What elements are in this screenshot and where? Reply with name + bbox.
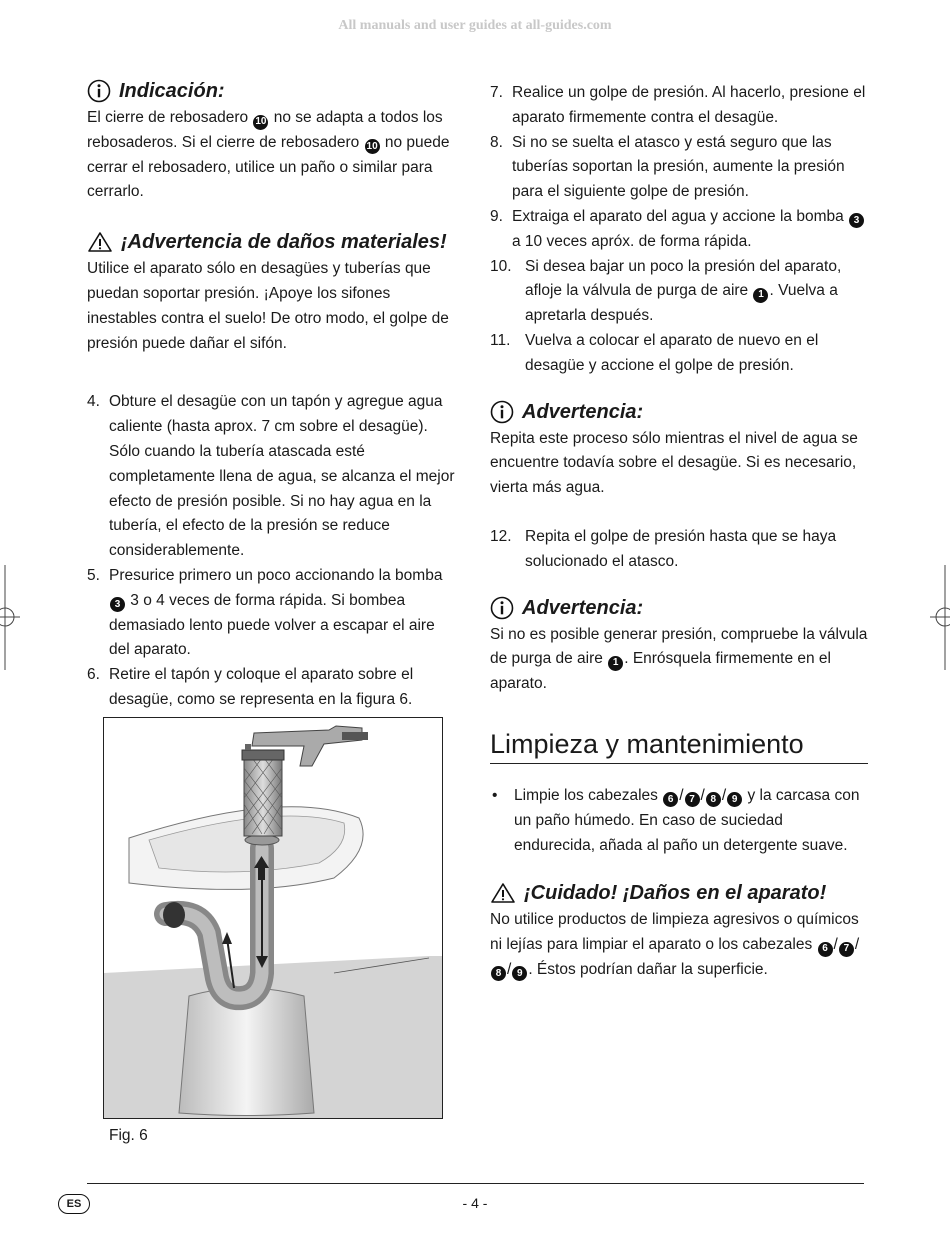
note-heading: [490, 399, 868, 425]
info-icon: [490, 400, 514, 424]
ref-badge: 7: [685, 792, 700, 807]
list-item: 5. Presurice primero un poco accionando la bomba 3 3 o 4 veces de forma rápida. Si bombea demasiado lento puede volver a escapar el aire del aparato.: [87, 566, 443, 659]
bullet-list: [490, 784, 868, 858]
ref-badge: 3: [849, 213, 864, 228]
note-title: Indicación:: [119, 80, 225, 102]
figure-illustration: [103, 717, 443, 1119]
note-title: Advertencia:: [522, 400, 644, 423]
footer-divider: [87, 1183, 864, 1184]
list-item: • Limpie los cabezales 6 / 7 / 8 / 9 y la carcasa con un paño húmedo. En caso de suciedad endurecida, añada al paño un detergente suave.: [492, 786, 860, 854]
section-title: Limpieza y mantenimiento: [490, 727, 868, 764]
ref-badge: 10: [365, 139, 380, 154]
ref-badge: 8: [491, 966, 506, 981]
ref-badge: 9: [512, 966, 527, 981]
ref-badge: 6: [818, 942, 833, 957]
note-text: El cierre de rebosadero 10 no se adapta a todos los rebosaderos. Si el cierre de rebosadero 10 no puede cerrar el rebosadero, utilice un paño o similar para cerrarlo.: [87, 109, 450, 201]
warning-heading: [87, 229, 459, 255]
note-heading: [490, 595, 868, 621]
steps-list: [490, 81, 868, 379]
note-title: Advertencia:: [522, 596, 644, 619]
list-item: 4. Obture el desagüe con un tapón y agregue agua caliente (hasta aprox. 7 cm sobre el desagüe). Sólo cuando la tubería atascada esté completamente llena de agua, se alcanza el mejor efecto de presión posible. Si no hay agua en la tubería, el efecto de la presión se reduce considerablemente.: [87, 393, 455, 560]
steps-list: [87, 390, 459, 712]
info-icon: [490, 596, 514, 620]
warning-heading: [490, 880, 868, 906]
note-text: Si no es posible generar presión, compruebe la válvula de purga de aire 1 . Enrósquela firmemente en el aparato.: [490, 625, 868, 693]
list-item: 8. Si no se suelta el atasco y está seguro que las tuberías soportan la presión, aumente la presión para el siguiente golpe de presión.: [490, 133, 845, 201]
list-item: 9. Extraiga el aparato del agua y accione la bomba 3 a 10 veces apróx. de forma rápida.: [490, 205, 868, 255]
left-column: [87, 78, 459, 713]
ref-badge: 9: [727, 792, 742, 807]
info-icon: [87, 79, 111, 103]
warning-title: ¡Advertencia de daños materiales!: [121, 231, 447, 254]
list-item: 6. Retire el tapón y coloque el aparato sobre el desagüe, como se representa en la figura 6.: [87, 666, 414, 708]
ref-badge: 3: [110, 597, 125, 612]
ref-badge: 1: [753, 288, 768, 303]
ref-badge: 10: [253, 115, 268, 130]
warning-triangle-icon: [87, 231, 113, 253]
note-heading: [87, 78, 459, 104]
figure-caption: Fig. 6: [109, 1127, 148, 1144]
ref-badge: 1: [608, 656, 623, 671]
ref-badge: 8: [706, 792, 721, 807]
ref-badge: 7: [839, 942, 854, 957]
list-item: 10. Si desea bajar un poco la presión del aparato, afloje la válvula de purga de aire 1 . Vuelva a apretarla después.: [490, 257, 842, 325]
crop-mark-left: [0, 565, 20, 670]
ref-badge: 6: [663, 792, 678, 807]
sink-plunger-illustration: [104, 718, 442, 1118]
warning-triangle-icon: [490, 882, 516, 904]
steps-list: [490, 525, 868, 575]
crop-mark-right: [930, 565, 950, 670]
list-item: 12. Repita el golpe de presión hasta que se haya solucionado el atasco.: [490, 527, 837, 570]
page-number: - 4 -: [462, 1195, 488, 1211]
right-column: [490, 81, 868, 983]
watermark: All manuals and user guides at all-guides.com: [338, 18, 612, 33]
list-item: 7. Realice un golpe de presión. Al hacerlo, presione el aparato firmemente contra el desagüe.: [490, 84, 866, 126]
warning-text: Utilice el aparato sólo en desagües y tuberías que puedan soportar presión. ¡Apoye los sifones inestables contra el suelo! De otro modo, el golpe de presión puede dañar el sifón.: [87, 260, 449, 352]
warning-text: No utilice productos de limpieza agresivos o químicos ni lejías para limpiar el aparato o los cabezales 6 / 7 /8 / 9 . Éstos podrían dañar la superficie.: [490, 908, 868, 982]
note-text: Repita este proceso sólo mientras el nivel de agua se encuentre todavía sobre el desagüe. Si es necesario, vierta más agua.: [490, 429, 858, 497]
list-item: 11. Vuelva a colocar el aparato de nuevo en el desagüe y accione el golpe de presión.: [490, 331, 819, 374]
warning-title: ¡Cuidado! ¡Daños en el aparato!: [524, 882, 827, 905]
language-badge: ES: [58, 1194, 90, 1214]
